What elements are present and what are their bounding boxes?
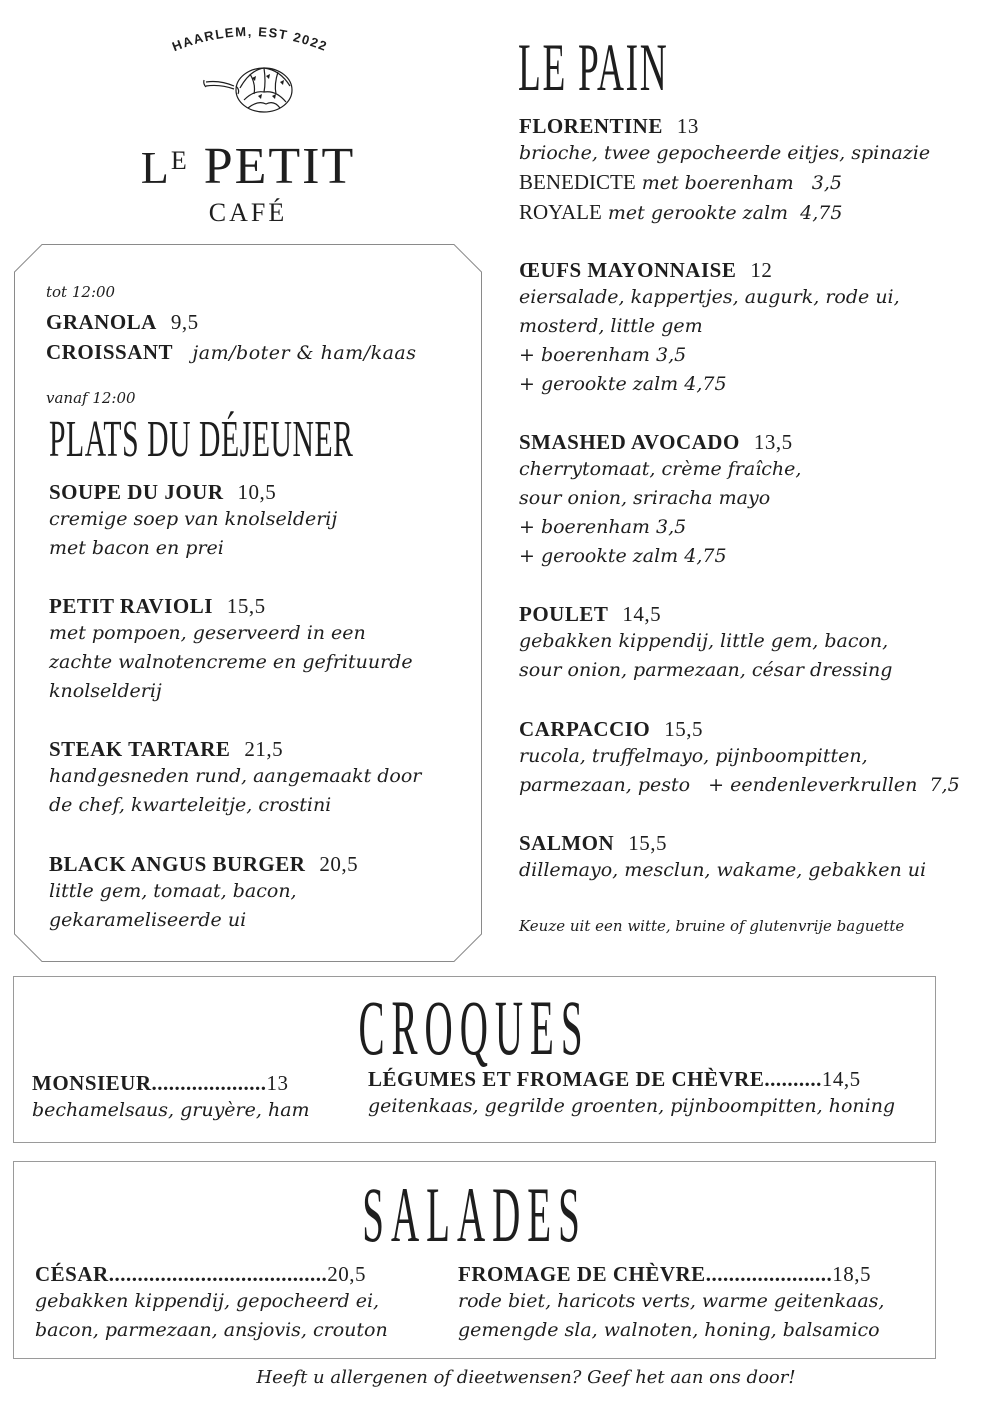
allergen-footer: Heeft u allergenen of dieetwensen? Geef het aan ons door! [256, 1367, 796, 1388]
le-pain-heading: LE PAIN [518, 29, 669, 105]
variant-royale: ROYALE met gerookte zalm 4,75 [519, 200, 843, 224]
logo-tagline [150, 18, 350, 60]
salades-section [13, 1161, 936, 1359]
lunch-heading: PLATS DU DÉJEUNER [49, 411, 354, 468]
croques-section [13, 976, 936, 1143]
lunch-item-ravioli: PETIT RAVIOLI 15,5 met pompoen, geserveerd in een zachte walnotencreme en gefrituurde knolselderij [49, 594, 413, 702]
brand-subtitle: CAFÉ [208, 198, 288, 227]
brand-name: $L^E$ PETIT [140, 138, 356, 195]
lunch-item-soupe: SOUPE DU JOUR 10,5 cremige soep van knolselderij met bacon en prei [49, 480, 338, 559]
pain-item-florentine: FLORENTINE 13 brioche, twee gepocheerde eitjes, spinazie BENEDICTE met boerenham 3,5 ROYALE met gerookte zalm 4,75 [519, 114, 930, 228]
afternoon-label: vanaf 12:00 [46, 389, 136, 407]
croque-monsieur: MONSIEUR....................13 bechamelsaus, gruyère, ham [32, 1071, 310, 1121]
menu-item-granola: GRANOLA 9,5 [46, 310, 199, 334]
pain-item-salmon: SALMON 15,5 dillemayo, mesclun, wakame, gebakken ui [519, 831, 927, 881]
menu-item-croissant: CROISSANT jam/boter & ham/kaas [46, 340, 417, 364]
pain-item-avocado: SMASHED AVOCADO 13,5 cherrytomaat, crème fraîche, sour onion, sriracha mayo + boerenham 3,5 + gerookte zalm 4,75 [519, 430, 802, 567]
lunch-item-tartare: STEAK TARTARE 21,5 handgesneden rund, aangemaakt door de chef, kwarteleitje, crostini [49, 737, 422, 816]
svg-text:HAARLEM, EST 2022: HAARLEM, EST 2022 [169, 23, 331, 55]
morning-label: tot 12:00 [46, 283, 116, 301]
salades-heading: SALADES [362, 1171, 587, 1258]
salade-cesar: CÉSAR......................................20,5 gebakken kippendij, gepocheerd ei, bacon, parmezaan, ansjovis, crouton [35, 1262, 388, 1341]
pain-item-oeufs: ŒUFS MAYONNAISE 12 eiersalade, kappertjes, augurk, rode ui, mosterd, little gem + boerenham 3,5 + gerookte zalm 4,75 [519, 258, 900, 395]
pain-item-carpaccio: CARPACCIO 15,5 rucola, truffelmayo, pijnboompitten, parmezaan, pesto + eendenleverkrullen 7,5 [519, 717, 960, 796]
baguette-note: Keuze uit een witte, bruine of glutenvrije baguette [519, 917, 905, 935]
salade-chevre: FROMAGE DE CHÈVRE......................18,5 rode biet, haricots verts, warme geitenkaas, gemengde sla, walnoten, honing, balsamico [458, 1262, 885, 1341]
variant-benedicte: BENEDICTE met boerenham 3,5 [519, 170, 842, 194]
artichoke-icon [200, 60, 300, 118]
croques-heading: CROQUES [358, 984, 591, 1071]
lunch-item-burger: BLACK ANGUS BURGER 20,5 little gem, tomaat, bacon, gekarameliseerde ui [49, 852, 359, 931]
pain-item-poulet: POULET 14,5 gebakken kippendij, little gem, bacon, sour onion, parmezaan, césar dressing [519, 602, 893, 681]
croque-legumes: LÉGUMES ET FROMAGE DE CHÈVRE..........14,5 geitenkaas, gegrilde groenten, pijnboompitten, honing [368, 1067, 896, 1117]
